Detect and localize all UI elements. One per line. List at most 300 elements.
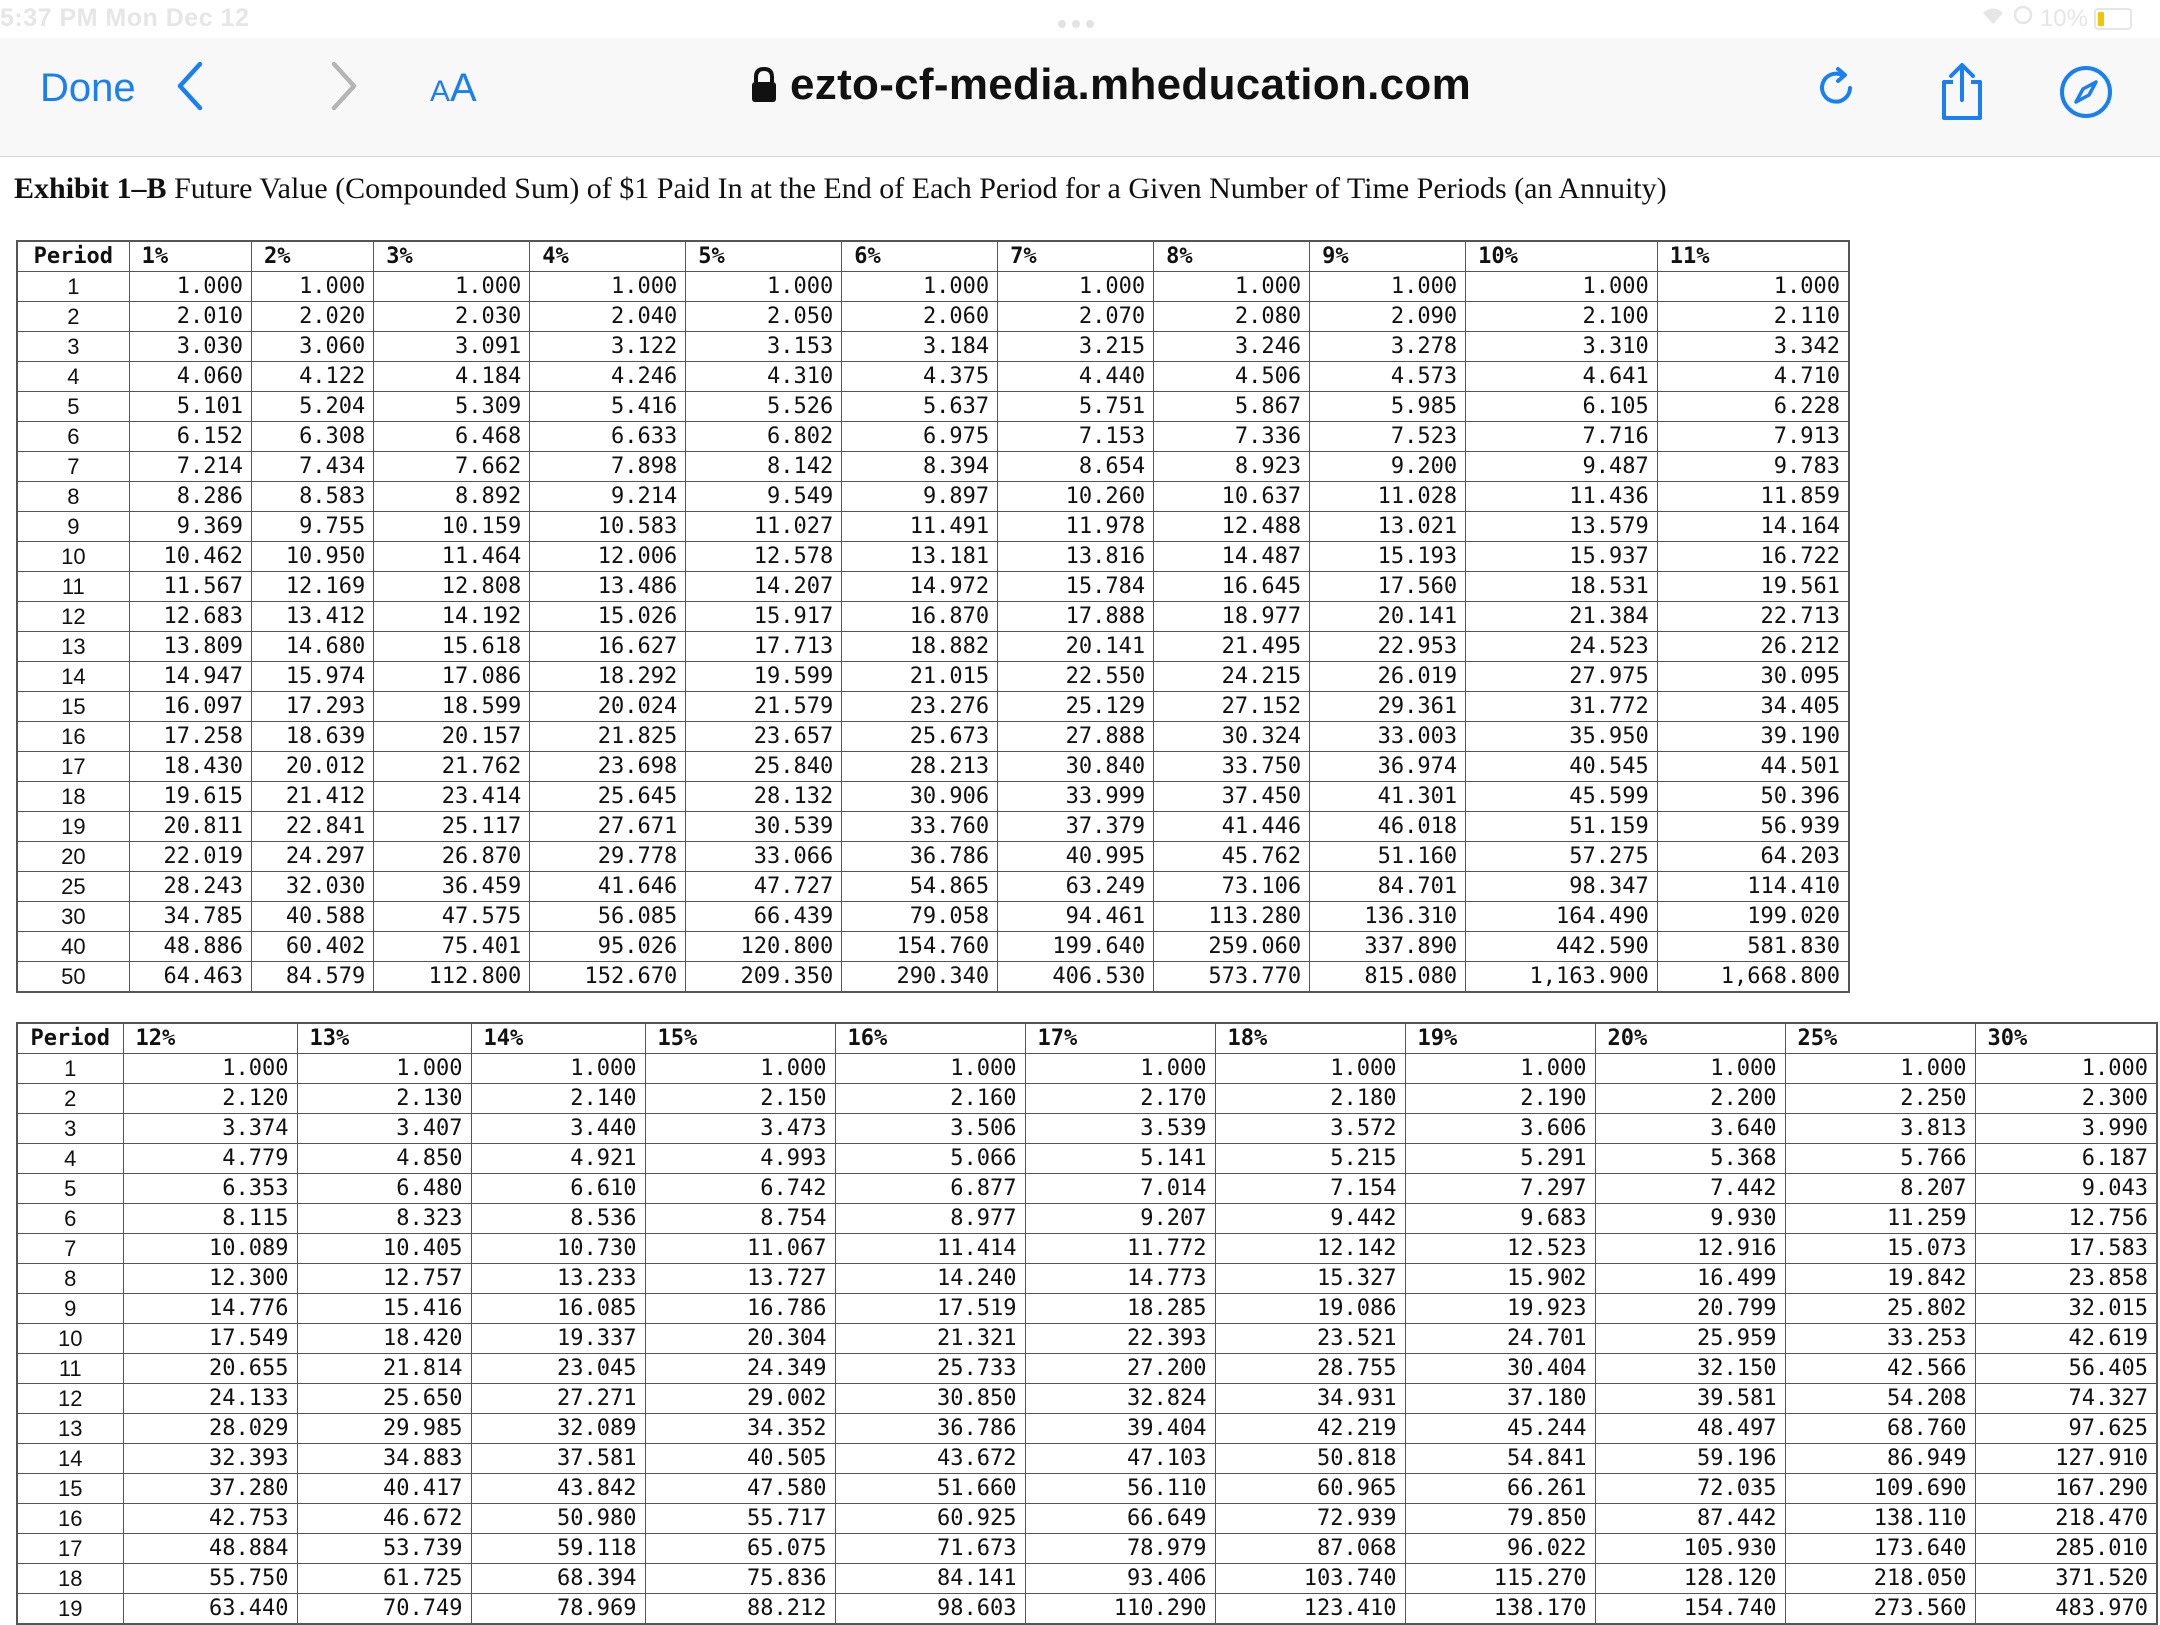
value-cell: 7.716: [1466, 422, 1658, 452]
value-cell: 22.393: [1025, 1324, 1215, 1354]
value-cell: 60.925: [835, 1504, 1025, 1534]
period-cell: 9: [17, 1294, 123, 1324]
value-cell: 36.786: [842, 842, 998, 872]
value-cell: 98.347: [1466, 872, 1658, 902]
value-cell: 15.917: [686, 602, 842, 632]
table-row: [17, 1054, 2157, 1084]
period-cell: 11: [17, 572, 129, 602]
period-cell: 25: [17, 872, 129, 902]
value-cell: 9.214: [530, 482, 686, 512]
table-row: [17, 692, 1849, 722]
value-cell: 36.786: [835, 1414, 1025, 1444]
value-cell: 10.950: [251, 542, 373, 572]
table-row: [17, 392, 1849, 422]
value-cell: 47.103: [1025, 1444, 1215, 1474]
value-cell: 79.850: [1405, 1504, 1595, 1534]
value-cell: 7.434: [251, 452, 373, 482]
value-cell: 15.193: [1310, 542, 1466, 572]
value-cell: 20.304: [645, 1324, 835, 1354]
exhibit-title: [14, 172, 1667, 206]
value-cell: 37.280: [123, 1474, 297, 1504]
period-column-header: Period: [17, 241, 129, 272]
value-cell: 3.342: [1657, 332, 1849, 362]
reload-button[interactable]: [1814, 66, 1858, 115]
chevron-right-icon: [326, 58, 362, 114]
value-cell: 50.396: [1657, 782, 1849, 812]
value-cell: 30.324: [1154, 722, 1310, 752]
value-cell: 14.192: [374, 602, 530, 632]
value-cell: 33.003: [1310, 722, 1466, 752]
value-cell: 815.080: [1310, 962, 1466, 993]
value-cell: 8.977: [835, 1204, 1025, 1234]
address-bar[interactable]: [750, 60, 1471, 110]
value-cell: 59.118: [471, 1534, 645, 1564]
value-cell: 15.073: [1785, 1234, 1975, 1264]
value-cell: 28.213: [842, 752, 998, 782]
value-cell: 51.660: [835, 1474, 1025, 1504]
value-cell: 1.000: [1657, 272, 1849, 302]
value-cell: 1.000: [645, 1054, 835, 1084]
rate-column-header: 10%: [1466, 241, 1658, 272]
value-cell: 16.722: [1657, 542, 1849, 572]
value-cell: 26.212: [1657, 632, 1849, 662]
table-row: [17, 902, 1849, 932]
value-cell: 18.599: [374, 692, 530, 722]
period-cell: 16: [17, 1504, 123, 1534]
table-row: [17, 662, 1849, 692]
value-cell: 32.824: [1025, 1384, 1215, 1414]
value-cell: 3.215: [998, 332, 1154, 362]
value-cell: 13.809: [129, 632, 251, 662]
value-cell: 12.488: [1154, 512, 1310, 542]
table-row: [17, 632, 1849, 662]
value-cell: 11.978: [998, 512, 1154, 542]
value-cell: 12.757: [297, 1264, 471, 1294]
value-cell: 12.578: [686, 542, 842, 572]
value-cell: 9.207: [1025, 1204, 1215, 1234]
forward-button[interactable]: [326, 58, 362, 119]
value-cell: 14.680: [251, 632, 373, 662]
value-cell: 6.152: [129, 422, 251, 452]
table-row: [17, 1324, 2157, 1354]
value-cell: 6.633: [530, 422, 686, 452]
rate-column-header: 11%: [1657, 241, 1849, 272]
table-row: [17, 302, 1849, 332]
value-cell: 9.442: [1215, 1204, 1405, 1234]
value-cell: 5.141: [1025, 1144, 1215, 1174]
value-cell: 8.583: [251, 482, 373, 512]
value-cell: 18.882: [842, 632, 998, 662]
battery-icon: [2094, 8, 2132, 30]
value-cell: 4.440: [998, 362, 1154, 392]
period-cell: 15: [17, 692, 129, 722]
value-cell: 14.972: [842, 572, 998, 602]
value-cell: 4.641: [1466, 362, 1658, 392]
table-row: [17, 722, 1849, 752]
value-cell: 44.501: [1657, 752, 1849, 782]
value-cell: 3.091: [374, 332, 530, 362]
value-cell: 23.657: [686, 722, 842, 752]
value-cell: 65.075: [645, 1534, 835, 1564]
value-cell: 47.575: [374, 902, 530, 932]
value-cell: 4.122: [251, 362, 373, 392]
period-cell: 6: [17, 1204, 123, 1234]
period-cell: 12: [17, 602, 129, 632]
value-cell: 18.285: [1025, 1294, 1215, 1324]
value-cell: 18.531: [1466, 572, 1658, 602]
rate-column-header: 8%: [1154, 241, 1310, 272]
value-cell: 3.539: [1025, 1114, 1215, 1144]
exhibit-label: Exhibit 1–B: [14, 172, 167, 205]
value-cell: 18.420: [297, 1324, 471, 1354]
value-cell: 32.015: [1975, 1294, 2157, 1324]
value-cell: 10.462: [129, 542, 251, 572]
value-cell: 285.010: [1975, 1534, 2157, 1564]
value-cell: 4.060: [129, 362, 251, 392]
value-cell: 1.000: [842, 272, 998, 302]
value-cell: 10.405: [297, 1234, 471, 1264]
value-cell: 42.566: [1785, 1354, 1975, 1384]
rate-column-header: 9%: [1310, 241, 1466, 272]
period-cell: 5: [17, 392, 129, 422]
back-button[interactable]: [172, 58, 208, 119]
value-cell: 24.523: [1466, 632, 1658, 662]
table-row: [17, 272, 1849, 302]
value-cell: 1.000: [374, 272, 530, 302]
value-cell: 5.751: [998, 392, 1154, 422]
value-cell: 3.310: [1466, 332, 1658, 362]
value-cell: 16.499: [1595, 1264, 1785, 1294]
value-cell: 45.599: [1466, 782, 1658, 812]
value-cell: 442.590: [1466, 932, 1658, 962]
value-cell: 53.739: [297, 1534, 471, 1564]
value-cell: 15.784: [998, 572, 1154, 602]
value-cell: 14.240: [835, 1264, 1025, 1294]
value-cell: 61.725: [297, 1564, 471, 1594]
multitask-dots-icon[interactable]: [1058, 20, 1094, 28]
value-cell: 337.890: [1310, 932, 1466, 962]
value-cell: 2.100: [1466, 302, 1658, 332]
battery-percent: 10%: [2039, 4, 2088, 32]
value-cell: 20.024: [530, 692, 686, 722]
value-cell: 42.219: [1215, 1414, 1405, 1444]
value-cell: 34.785: [129, 902, 251, 932]
value-cell: 50.980: [471, 1504, 645, 1534]
value-cell: 22.550: [998, 662, 1154, 692]
value-cell: 17.888: [998, 602, 1154, 632]
value-cell: 2.090: [1310, 302, 1466, 332]
value-cell: 21.321: [835, 1324, 1025, 1354]
value-cell: 87.068: [1215, 1534, 1405, 1564]
table-row: [17, 1294, 2157, 1324]
value-cell: 28.755: [1215, 1354, 1405, 1384]
value-cell: 4.246: [530, 362, 686, 392]
table-row: [17, 1504, 2157, 1534]
value-cell: 1.000: [530, 272, 686, 302]
value-cell: 5.867: [1154, 392, 1310, 422]
value-cell: 64.203: [1657, 842, 1849, 872]
value-cell: 136.310: [1310, 902, 1466, 932]
value-cell: 30.840: [998, 752, 1154, 782]
value-cell: 4.573: [1310, 362, 1466, 392]
value-cell: 51.159: [1466, 812, 1658, 842]
value-cell: 7.336: [1154, 422, 1310, 452]
value-cell: 483.970: [1975, 1594, 2157, 1625]
value-cell: 8.115: [123, 1204, 297, 1234]
table-row: [17, 1204, 2157, 1234]
period-cell: 1: [17, 1054, 123, 1084]
value-cell: 74.327: [1975, 1384, 2157, 1414]
value-cell: 8.923: [1154, 452, 1310, 482]
value-cell: 37.379: [998, 812, 1154, 842]
table-header-row: [17, 1023, 2157, 1054]
status-time: 5:37 PM Mon Dec 12: [0, 4, 250, 32]
value-cell: 34.931: [1215, 1384, 1405, 1414]
value-cell: 21.814: [297, 1354, 471, 1384]
value-cell: 20.157: [374, 722, 530, 752]
value-cell: 2.020: [251, 302, 373, 332]
value-cell: 3.640: [1595, 1114, 1785, 1144]
value-cell: 2.080: [1154, 302, 1310, 332]
value-cell: 30.906: [842, 782, 998, 812]
value-cell: 3.246: [1154, 332, 1310, 362]
value-cell: 16.097: [129, 692, 251, 722]
period-cell: 20: [17, 842, 129, 872]
value-cell: 3.606: [1405, 1114, 1595, 1144]
value-cell: 50.818: [1215, 1444, 1405, 1474]
share-button[interactable]: [1936, 62, 1988, 127]
value-cell: 17.583: [1975, 1234, 2157, 1264]
value-cell: 5.204: [251, 392, 373, 422]
value-cell: 138.170: [1405, 1594, 1595, 1625]
value-cell: 17.519: [835, 1294, 1025, 1324]
value-cell: 43.842: [471, 1474, 645, 1504]
value-cell: 36.974: [1310, 752, 1466, 782]
value-cell: 96.022: [1405, 1534, 1595, 1564]
value-cell: 4.850: [297, 1144, 471, 1174]
period-cell: 2: [17, 302, 129, 332]
period-cell: 9: [17, 512, 129, 542]
value-cell: 12.756: [1975, 1204, 2157, 1234]
value-cell: 33.750: [1154, 752, 1310, 782]
value-cell: 1.000: [998, 272, 1154, 302]
value-cell: 5.066: [835, 1144, 1025, 1174]
value-cell: 7.662: [374, 452, 530, 482]
period-cell: 7: [17, 1234, 123, 1264]
value-cell: 29.985: [297, 1414, 471, 1444]
value-cell: 30.539: [686, 812, 842, 842]
value-cell: 15.026: [530, 602, 686, 632]
value-cell: 3.813: [1785, 1114, 1975, 1144]
value-cell: 2.300: [1975, 1084, 2157, 1114]
value-cell: 2.150: [645, 1084, 835, 1114]
value-cell: 57.275: [1466, 842, 1658, 872]
rate-column-header: 14%: [471, 1023, 645, 1054]
period-cell: 10: [17, 542, 129, 572]
rate-column-header: 7%: [998, 241, 1154, 272]
value-cell: 167.290: [1975, 1474, 2157, 1504]
period-cell: 17: [17, 752, 129, 782]
value-cell: 41.446: [1154, 812, 1310, 842]
value-cell: 12.808: [374, 572, 530, 602]
value-cell: 11.464: [374, 542, 530, 572]
table-row: [17, 1174, 2157, 1204]
value-cell: 46.672: [297, 1504, 471, 1534]
value-cell: 1.000: [1785, 1054, 1975, 1084]
value-cell: 18.639: [251, 722, 373, 752]
rate-column-header: 20%: [1595, 1023, 1785, 1054]
value-cell: 73.106: [1154, 872, 1310, 902]
value-cell: 78.979: [1025, 1534, 1215, 1564]
value-cell: 6.308: [251, 422, 373, 452]
value-cell: 32.030: [251, 872, 373, 902]
value-cell: 199.640: [998, 932, 1154, 962]
value-cell: 7.154: [1215, 1174, 1405, 1204]
value-cell: 2.110: [1657, 302, 1849, 332]
value-cell: 7.297: [1405, 1174, 1595, 1204]
value-cell: 11.567: [129, 572, 251, 602]
value-cell: 5.101: [129, 392, 251, 422]
value-cell: 35.950: [1466, 722, 1658, 752]
value-cell: 3.473: [645, 1114, 835, 1144]
rate-column-header: 18%: [1215, 1023, 1405, 1054]
value-cell: 1.000: [297, 1054, 471, 1084]
value-cell: 25.645: [530, 782, 686, 812]
value-cell: 10.583: [530, 512, 686, 542]
value-cell: 2.170: [1025, 1084, 1215, 1114]
table-row: [17, 422, 1849, 452]
text-size-button[interactable]: AA: [430, 66, 477, 110]
value-cell: 115.270: [1405, 1564, 1595, 1594]
value-cell: 30.095: [1657, 662, 1849, 692]
value-cell: 7.523: [1310, 422, 1466, 452]
value-cell: 48.497: [1595, 1414, 1785, 1444]
rate-column-header: 6%: [842, 241, 998, 272]
value-cell: 1.000: [1595, 1054, 1785, 1084]
rate-column-header: 2%: [251, 241, 373, 272]
value-cell: 154.740: [1595, 1594, 1785, 1625]
value-cell: 23.045: [471, 1354, 645, 1384]
value-cell: 9.487: [1466, 452, 1658, 482]
rate-column-header: 19%: [1405, 1023, 1595, 1054]
period-cell: 17: [17, 1534, 123, 1564]
value-cell: 29.778: [530, 842, 686, 872]
value-cell: 32.393: [123, 1444, 297, 1474]
value-cell: 30.404: [1405, 1354, 1595, 1384]
value-cell: 27.200: [1025, 1354, 1215, 1384]
period-cell: 18: [17, 1564, 123, 1594]
value-cell: 37.180: [1405, 1384, 1595, 1414]
value-cell: 9.783: [1657, 452, 1849, 482]
period-cell: 8: [17, 1264, 123, 1294]
value-cell: 11.491: [842, 512, 998, 542]
period-cell: 19: [17, 812, 129, 842]
value-cell: 152.670: [530, 962, 686, 993]
value-cell: 12.916: [1595, 1234, 1785, 1264]
value-cell: 68.394: [471, 1564, 645, 1594]
value-cell: 120.800: [686, 932, 842, 962]
value-cell: 14.947: [129, 662, 251, 692]
value-cell: 9.549: [686, 482, 842, 512]
value-cell: 2.250: [1785, 1084, 1975, 1114]
period-cell: 10: [17, 1324, 123, 1354]
value-cell: 17.086: [374, 662, 530, 692]
value-cell: 2.200: [1595, 1084, 1785, 1114]
value-cell: 138.110: [1785, 1504, 1975, 1534]
value-cell: 11.028: [1310, 482, 1466, 512]
value-cell: 2.180: [1215, 1084, 1405, 1114]
value-cell: 290.340: [842, 962, 998, 993]
value-cell: 75.836: [645, 1564, 835, 1594]
value-cell: 4.184: [374, 362, 530, 392]
value-cell: 9.043: [1975, 1174, 2157, 1204]
annuity-table-1: [16, 240, 1850, 993]
value-cell: 25.650: [297, 1384, 471, 1414]
value-cell: 7.014: [1025, 1174, 1215, 1204]
table-row: [17, 332, 1849, 362]
value-cell: 14.773: [1025, 1264, 1215, 1294]
value-cell: 22.953: [1310, 632, 1466, 662]
value-cell: 25.733: [835, 1354, 1025, 1384]
value-cell: 8.207: [1785, 1174, 1975, 1204]
value-cell: 37.581: [471, 1444, 645, 1474]
value-cell: 19.599: [686, 662, 842, 692]
value-cell: 24.215: [1154, 662, 1310, 692]
value-cell: 2.120: [123, 1084, 297, 1114]
status-bar: [0, 0, 2160, 38]
value-cell: 1,668.800: [1657, 962, 1849, 993]
value-cell: 3.060: [251, 332, 373, 362]
value-cell: 199.020: [1657, 902, 1849, 932]
value-cell: 4.710: [1657, 362, 1849, 392]
value-cell: 95.026: [530, 932, 686, 962]
value-cell: 10.089: [123, 1234, 297, 1264]
value-cell: 19.337: [471, 1324, 645, 1354]
value-cell: 15.902: [1405, 1264, 1595, 1294]
value-cell: 6.187: [1975, 1144, 2157, 1174]
rate-column-header: 4%: [530, 241, 686, 272]
value-cell: 2.030: [374, 302, 530, 332]
value-cell: 37.450: [1154, 782, 1310, 812]
value-cell: 43.672: [835, 1444, 1025, 1474]
value-cell: 60.965: [1215, 1474, 1405, 1504]
value-cell: 123.410: [1215, 1594, 1405, 1625]
value-cell: 98.603: [835, 1594, 1025, 1625]
value-cell: 2.040: [530, 302, 686, 332]
value-cell: 21.579: [686, 692, 842, 722]
value-cell: 22.713: [1657, 602, 1849, 632]
rate-column-header: 12%: [123, 1023, 297, 1054]
safari-button[interactable]: [2058, 64, 2114, 125]
value-cell: 87.442: [1595, 1504, 1785, 1534]
value-cell: 9.755: [251, 512, 373, 542]
value-cell: 16.085: [471, 1294, 645, 1324]
value-cell: 66.649: [1025, 1504, 1215, 1534]
status-indicators: [1980, 4, 2132, 33]
value-cell: 16.786: [645, 1294, 835, 1324]
value-cell: 581.830: [1657, 932, 1849, 962]
period-cell: 2: [17, 1084, 123, 1114]
period-cell: 11: [17, 1354, 123, 1384]
value-cell: 1.000: [1025, 1054, 1215, 1084]
table-row: [17, 1444, 2157, 1474]
value-cell: 28.132: [686, 782, 842, 812]
done-button[interactable]: Done: [40, 66, 136, 110]
value-cell: 17.560: [1310, 572, 1466, 602]
value-cell: 15.416: [297, 1294, 471, 1324]
value-cell: 16.870: [842, 602, 998, 632]
value-cell: 41.646: [530, 872, 686, 902]
